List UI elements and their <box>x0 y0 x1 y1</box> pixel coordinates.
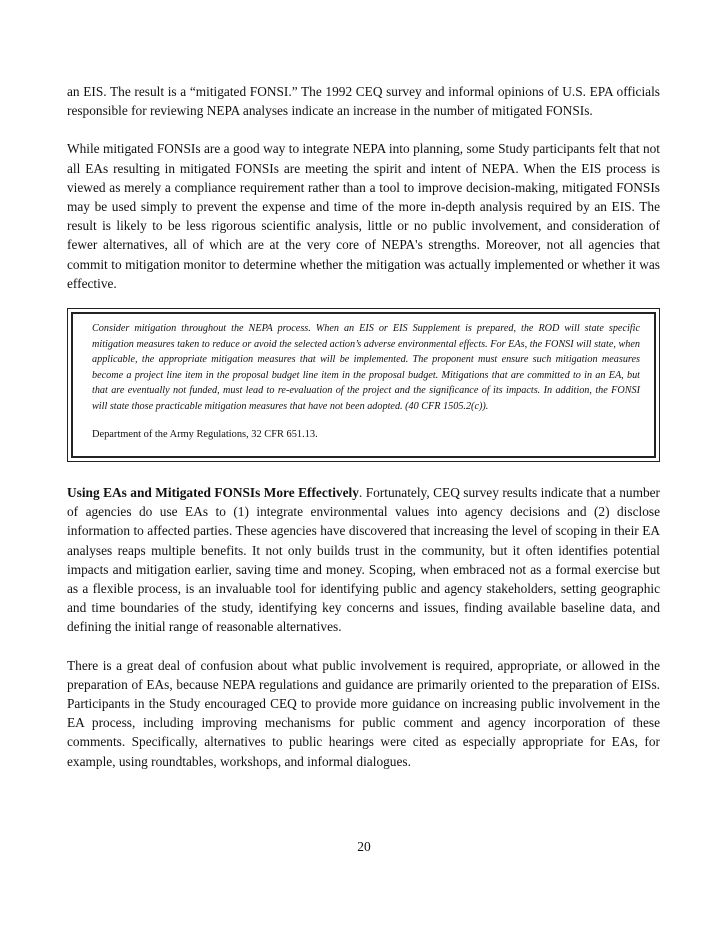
paragraph-using-eas-effectively <box>67 483 660 637</box>
regulation-quote-text: Consider mitigation throughout the NEPA process. When an EIS or EIS Supplement is prepared, the ROD will state specific mitigation measures taken to reduce or avoid the selected action’s adverse environmental effects. For EAs, the FONSI will state, when applicable, the appropriate mitigation measures that will be implemented. The proponent must ensure such mitigation measures become a project line item in the proposal budget line item in the proposal budget. Mitigations that are committed to in an EA, but that are eventually not funded, must lead to re-evaluation of the project and the significance of its impacts. In addition, the FONSI will state those practicable mitigation measures that have not been adopted. (40 CFR 1505.2(c)). <box>92 323 640 412</box>
paragraph-mitigated-fonsi-intro: an EIS. The result is a “mitigated FONSI.” The 1992 CEQ survey and informal opinions of U.S. EPA officials responsible for reviewing NEPA analyses indicate an increase in the number of mitigated FONSIs. <box>67 84 660 119</box>
regulation-quote-frame <box>67 308 660 462</box>
paragraph-public-involvement: There is a great deal of confusion about what public involvement is required, appropriate, or allowed in the preparation of EAs, because NEPA regulations and guidance are primarily oriented to the preparation of EISs. Participants in the Study encouraged CEQ to provide more guidance on increasing public involvement in the EA process, including improving mechanisms for public comment and agency incorporation of these comments. Specifically, alternatives to public hearings were cited as especially appropriate for EAs, for example, using roundtables, workshops, and informal dialogues. <box>67 657 660 769</box>
regulation-quote-box <box>71 312 656 458</box>
paragraph-gap <box>67 637 660 656</box>
document-page <box>67 82 660 771</box>
page-number: 20 <box>357 839 371 854</box>
section-heading: Using EAs and Mitigated FONSIs More Effectively <box>67 485 359 501</box>
regulation-quote-source: Department of the Army Regulations, 32 CFR 651.13. <box>92 429 318 441</box>
section-body-text: . Fortunately, CEQ survey results indicate that a number of agencies do use EAs to (1) integrate environmental values into agency decisions and (2) disclose information to affected parties. These agencies have discovered that increasing the level of scoping in their EA analyses reaps multiple benefits. It not only builds trust in the community, but it often identifies potential impacts and mitigation earlier, saving time and money. Scoping, when embraced not as a formal exercise but as a flexible process, is an invaluable tool for identifying public and agency stakeholders, setting geographic and time boundaries of the study, identifying key concerns and issues, finding available baseline data, and defining the initial range of reasonable alternatives. <box>67 485 661 635</box>
paragraph-mitigated-fonsi-concerns: While mitigated FONSIs are a good way to integrate NEPA into planning, some Study participants felt that not all EAs resulting in mitigated FONSIs are meeting the spirit and intent of NEPA. When the EIS process is viewed as merely a compliance requirement rather than a tool to improve decision-making, mitigated FONSIs may be used simply to prevent the expense and time of the more in-depth analysis required by an EIS. The result is likely to be less rigorous scientific analysis, little or no public involvement, and consideration of fewer alternatives, all of which are at the very core of NEPA's strengths. Moreover, not all agencies that commit to mitigation monitor to determine whether the mitigation was actually implemented or whether it was effective. <box>67 141 660 291</box>
paragraph-gap <box>67 120 660 139</box>
